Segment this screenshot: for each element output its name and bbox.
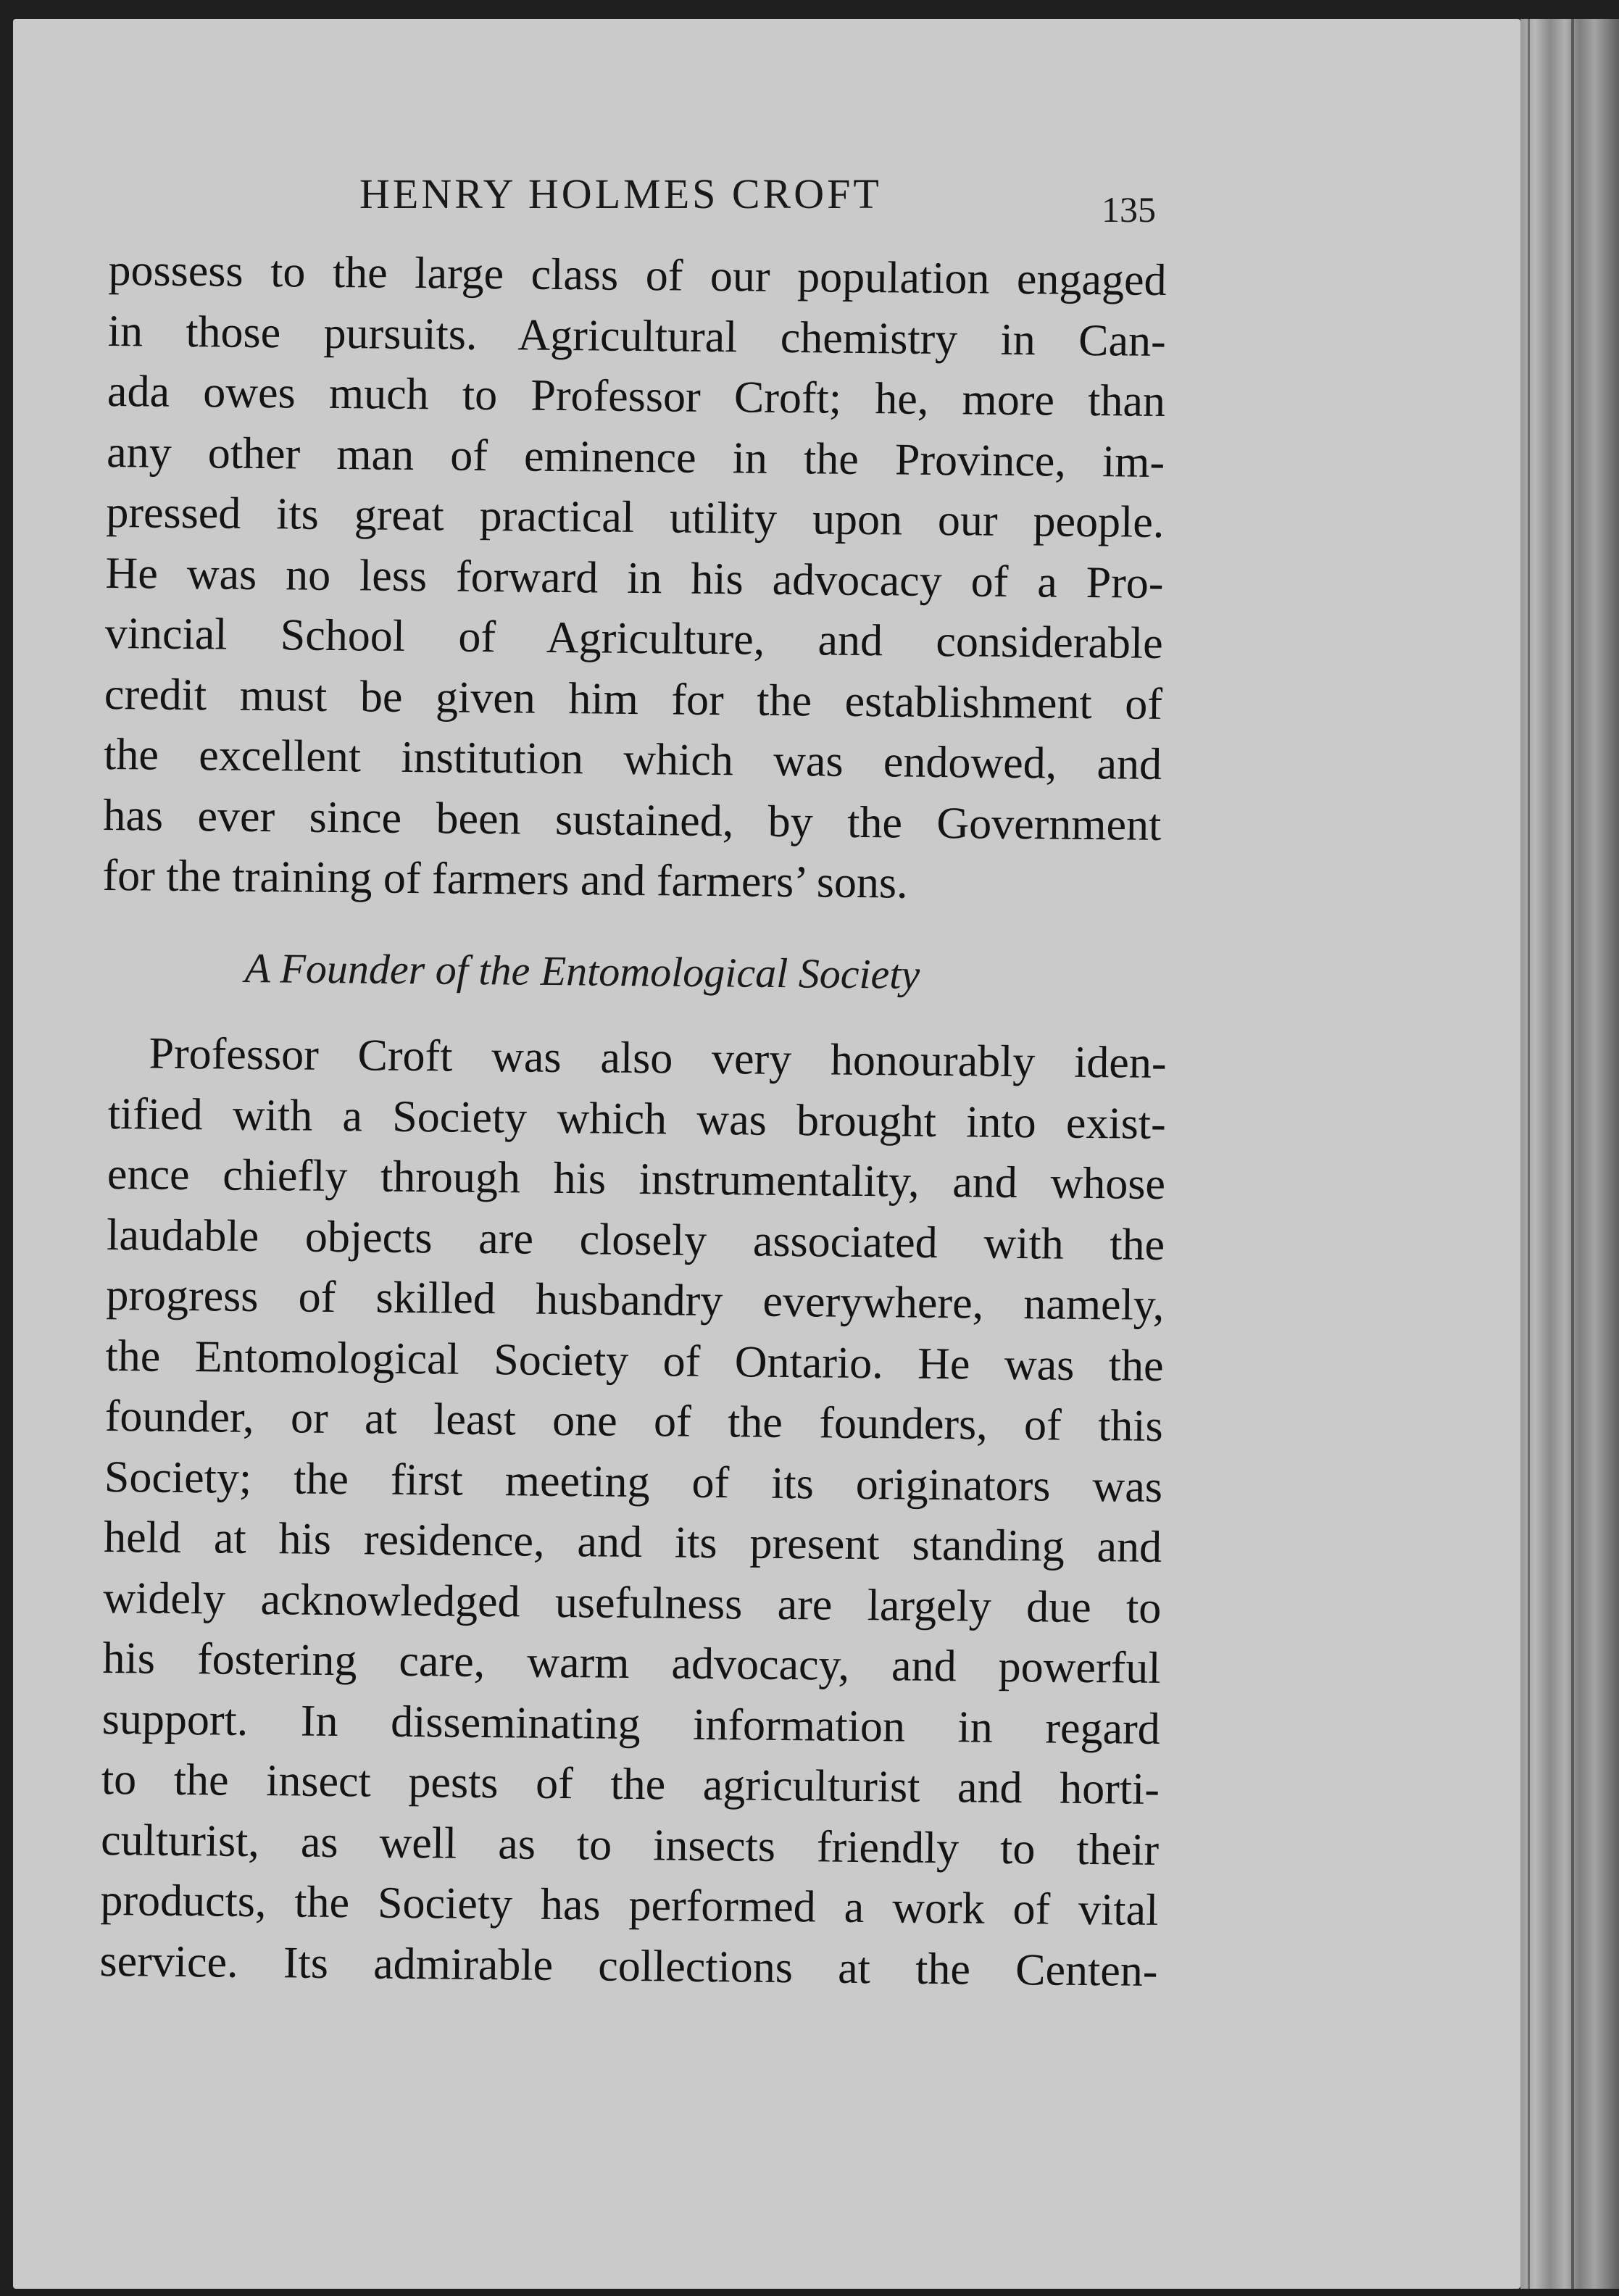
text-line: Society; the first meeting of its originators was — [104, 1452, 1163, 1512]
text-line: tified with a Society which was brought into exist- — [107, 1089, 1167, 1149]
text-line: credit must be given him for the establishment of — [104, 669, 1163, 729]
text-line: his fostering care, warm advocacy, and powerful — [102, 1633, 1161, 1693]
text-line: any other man of eminence in the Province, im- — [106, 427, 1165, 487]
text-line: the Entomological Society of Ontario. He was the — [105, 1331, 1164, 1391]
text-line: vincial School of Agriculture, and considerable — [104, 608, 1164, 668]
text-line: possess to the large class of our population engaged — [108, 245, 1167, 306]
text-line: culturist, as well as to insects friendly to their — [100, 1815, 1160, 1875]
text-line: for the training of farmers and farmers’ sons. — [102, 850, 908, 908]
text-line: products, the Society has performed a work of vital — [100, 1875, 1159, 1935]
text-line: in those pursuits. Agricultural chemistry in Can- — [107, 306, 1167, 366]
text-line: held at his residence, and its present standing and — [103, 1512, 1162, 1572]
text-line: support. In disseminating information in regard — [101, 1694, 1161, 1754]
text-line: ence chiefly through his instrumentality, and whose — [107, 1149, 1166, 1210]
text-line: widely acknowledged usefulness are largely due to — [103, 1573, 1162, 1633]
text-line: Professor Croft was also very honourably iden- — [149, 1028, 1167, 1089]
page-number: 135 — [1102, 189, 1156, 230]
paragraph-2 — [99, 1023, 1167, 2002]
text-line: pressed its great practical utility upon our people. — [106, 487, 1165, 547]
text-line: founder, or at least one of the founders, of this — [104, 1391, 1164, 1451]
text-line: He was no less forward in his advocacy of a Pro- — [105, 548, 1164, 608]
text-line: to the insect pests of the agriculturist and horti- — [101, 1754, 1160, 1814]
text-line: ada owes much to Professor Croft; he, more than — [107, 366, 1166, 427]
text-line: has ever since been sustained, by the Government — [103, 790, 1162, 850]
page-edges — [1520, 19, 1619, 2289]
text-line: laudable objects are closely associated with the — [106, 1210, 1165, 1270]
paragraph-1 — [102, 241, 1167, 916]
text-line: the excellent institution which was endowed, and — [103, 729, 1162, 789]
text-line: service. Its admirable collections at the Centen- — [99, 1936, 1158, 1996]
running-head-title: HENRY HOLMES CROFT — [359, 170, 882, 217]
text-line: progress of skilled husbandry everywhere, namely, — [106, 1270, 1165, 1330]
section-heading: A Founder of the Entomological Society — [244, 944, 920, 998]
